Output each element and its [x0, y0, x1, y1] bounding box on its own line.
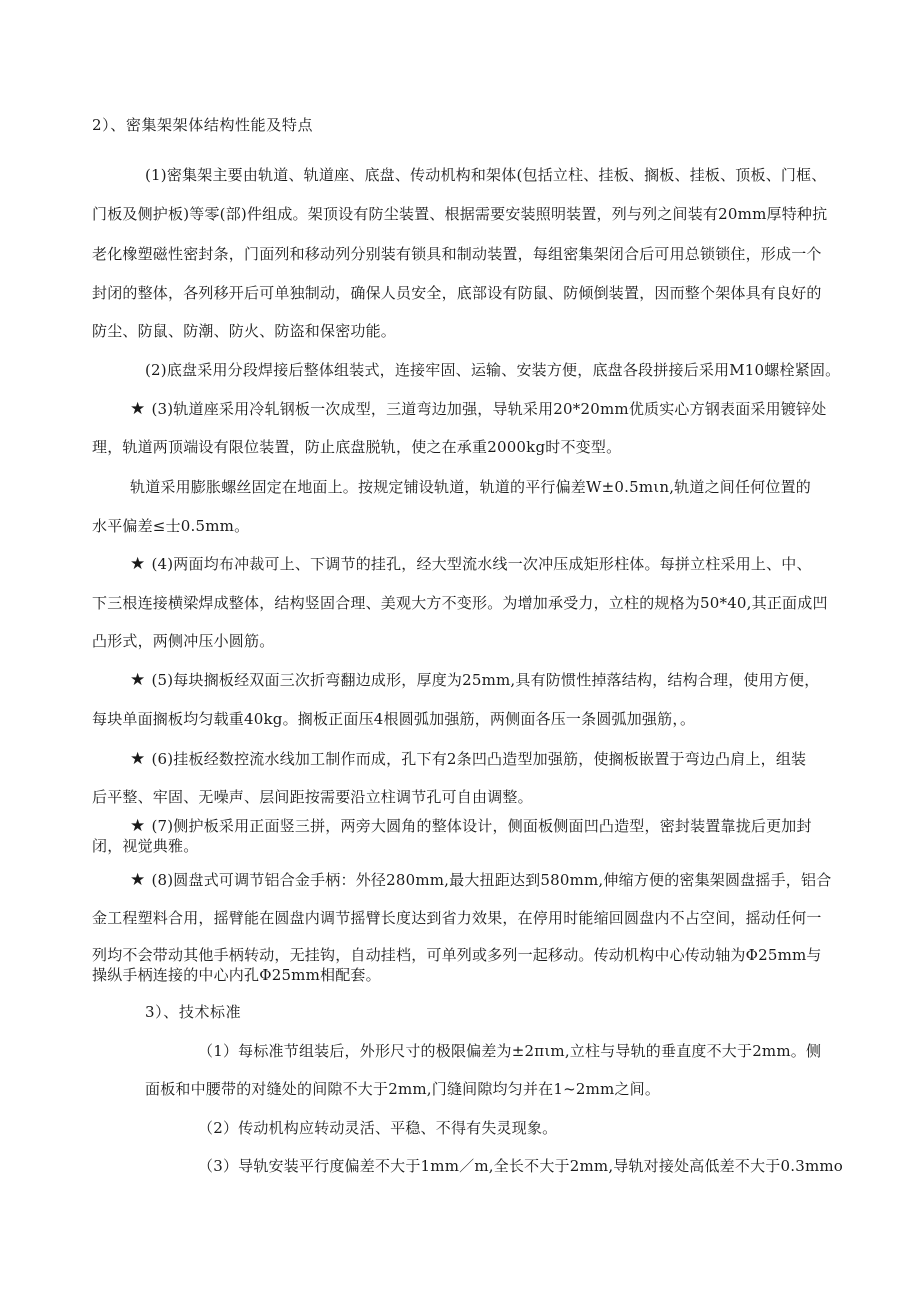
standard-1-line-1: （1）每标准节组装后，外形尺寸的极限偏差为±2πιm,立柱与导轨的垂直度不大于2mm。侧	[198, 1042, 822, 1060]
paragraph-5-line-1	[130, 670, 819, 690]
paragraph-1-line-1: (1)密集架主要由轨道、轨道座、底盘、传动机构和架体(包括立柱、挂板、搁板、挂板、顶板、门框、	[145, 166, 827, 184]
paragraph-8-line-1	[130, 870, 831, 890]
star-icon: ★	[130, 554, 146, 574]
paragraph-6-text-1: (6)挂板经数控流水线加工制作而成，孔下有2条凹凸造型加强筋，使搁板嵌置于弯边凸肩上，组装	[151, 750, 807, 768]
paragraph-1-line-5: 防尘、防鼠、防潮、防火、防盗和保密功能。	[92, 322, 397, 340]
paragraph-7-line-1	[130, 816, 812, 836]
section-2-heading: 2）、密集架架体结构性能及特点	[92, 116, 314, 134]
paragraph-3-line-2: 理，轨道两顶端设有限位装置，防止底盘脱轨，使之在承重2000kg时不变型。	[92, 438, 622, 456]
paragraph-3-text-1: (3)轨道座采用冷轧钢板一次成型，三道弯边加强，导轨采用20*20mm优质实心方钢表面采用镀锌处	[151, 400, 827, 418]
paragraph-2-line-1: (2)底盘采用分段焊接后整体组装式，连接牢固、运输、安装方便，底盘各段拼接后采用M10螺栓紧固。	[145, 361, 841, 379]
paragraph-8-text-1: (8)圆盘式可调节铝合金手柄：外径280mm,最大扭距达到580mm,伸缩方便的密集架圆盘摇手，铝合	[151, 871, 832, 889]
paragraph-4-line-1	[130, 554, 812, 574]
paragraph-1-line-2: 门板及侧护板)等零(部)件组成。架顶设有防尘装置、根据需要安装照明装置，列与列之间装有20mm厚特种抗	[92, 205, 828, 223]
paragraph-7-text-1: (7)侧护板采用正面竖三拼，两旁大圆角的整体设计，侧面板侧面凹凸造型，密封装置靠拢后更加封	[151, 817, 812, 835]
standard-3-line-1: （3）导轨安装平行度偏差不大于1mm／m,全长不大于2mm,导轨对接处高低差不大于0.3mmo	[198, 1157, 844, 1175]
paragraph-6-line-1	[130, 749, 806, 769]
paragraph-3b-line-2: 水平偏差≤士0.5mm。	[92, 517, 250, 535]
paragraph-8-line-3: 列均不会带动其他手柄转动，无挂钩，自动挂档，可单列或多列一起移动。传动机构中心传动轴为Φ25mm与	[92, 946, 822, 964]
star-icon: ★	[130, 399, 146, 419]
star-icon: ★	[130, 870, 146, 890]
paragraph-8-line-2: 金工程塑料合用，摇臂能在圆盘内调节摇臂长度达到省力效果，在停用时能缩回圆盘内不占空间，摇动任何一	[92, 909, 822, 927]
paragraph-5-line-2: 每块单面搁板均匀载重40kg。搁板正面压4根圆弧加强筋，两侧面各压一条圆弧加强筋，。	[92, 710, 696, 728]
paragraph-1-line-4: 封闭的整体，各列移开后可单独制动，确保人员安全，底部设有防鼠、防倾倒装置，因而整个架体具有良好的	[92, 284, 822, 302]
paragraph-1-line-3: 老化橡塑磁性密封条，门面列和移动列分别装有锁具和制动装置，每组密集架闭合后可用总锁锁住，形成一个	[92, 245, 822, 263]
paragraph-4-line-3: 凸形式，两侧冲压小圆筋。	[92, 632, 275, 650]
standard-2-line-1: （2）传动机构应转动灵活、平稳、不得有失灵现象。	[198, 1119, 558, 1137]
paragraph-8-line-4: 操纵手柄连接的中心内孔Φ25mm相配套。	[92, 966, 381, 984]
paragraph-7-line-2: 闭，视觉典雅。	[92, 837, 199, 855]
section-3-heading: 3）、技术标准	[145, 1003, 242, 1021]
star-icon: ★	[130, 670, 146, 690]
star-icon: ★	[130, 749, 146, 769]
paragraph-4-text-1: (4)两面均布冲裁可上、下调节的挂孔，经大型流水线一次冲压成矩形柱体。每拼立柱采用上、中、	[151, 555, 812, 573]
paragraph-3-line-1	[130, 399, 826, 419]
paragraph-6-line-2: 后平整、牢固、无噪声、层间距按需要沿立柱调节孔可自由调整。	[92, 788, 533, 806]
star-icon: ★	[130, 816, 146, 836]
paragraph-4-line-2: 下三根连接横梁焊成整体，结构竖固合理、美观大方不变形。为增加承受力，立柱的规格为50*40,其正面成凹	[92, 594, 828, 612]
paragraph-3b-line-1: 轨道采用膨胀螺丝固定在地面上。按规定铺设轨道，轨道的平行偏差W±0.5mιn,轨道之间任何位置的	[130, 478, 811, 496]
standard-1-line-2: 面板和中腰带的对缝处的间隙不大于2mm,门缝间隙均匀并在1~2mm之间。	[145, 1080, 661, 1098]
paragraph-5-text-1: (5)每块搁板经双面三次折弯翻边成形，厚度为25mm,具有防惯性掉落结构，结构合理，使用方便，	[151, 671, 820, 689]
